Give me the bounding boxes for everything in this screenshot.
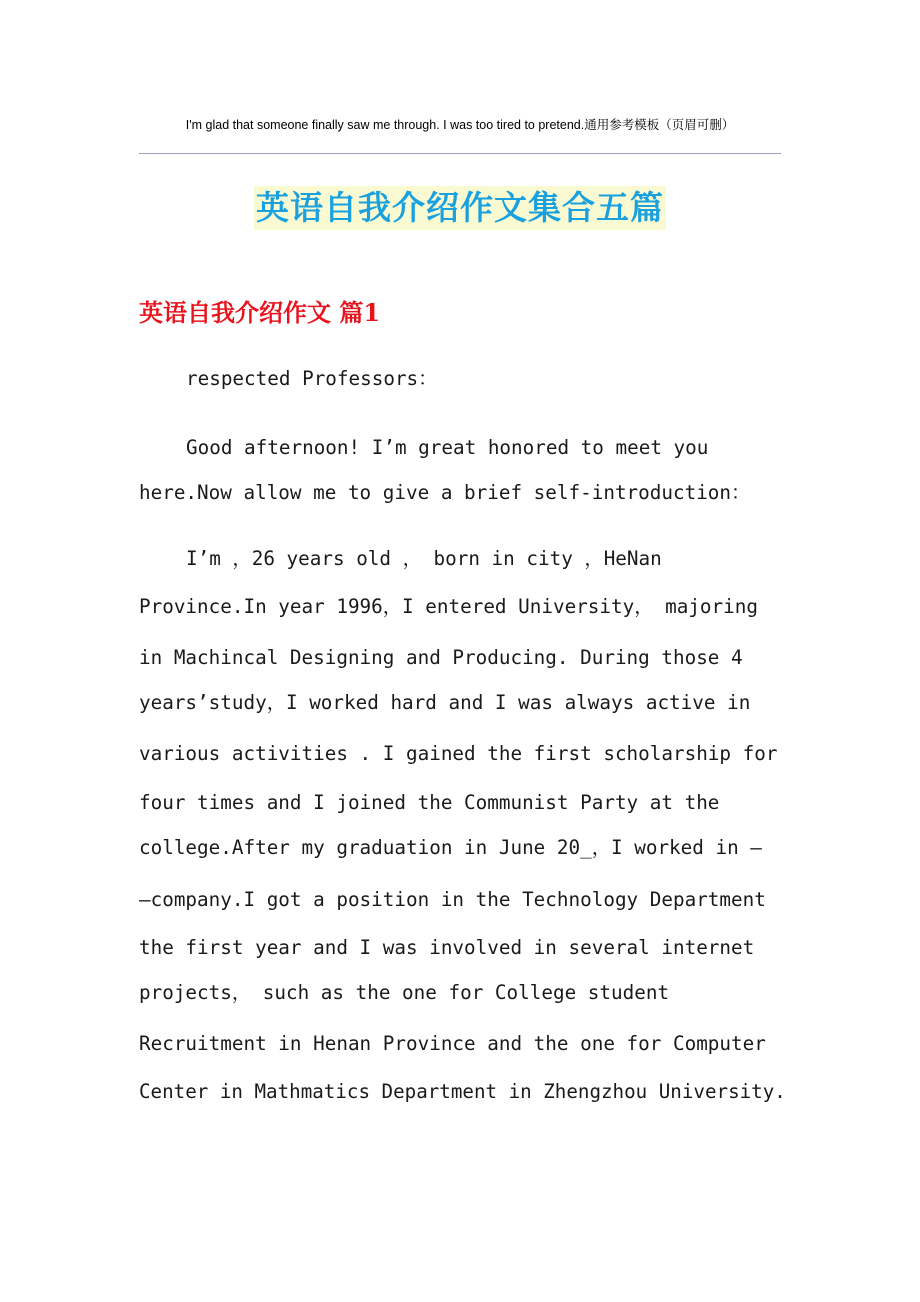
body-line: Province.In year 1996，I entered University， majoring: [139, 595, 758, 618]
salutation-line: respected Professors：: [186, 367, 438, 390]
page-header-text: I'm glad that someone finally saw me through. I was too tired to pretend.通用参考模板（页眉可删）: [185, 118, 735, 132]
body-line: various activities . I gained the first scholarship for: [139, 742, 778, 765]
body-line: four times and I joined the Communist Party at the: [139, 791, 720, 814]
body-line: the first year and I was involved in several internet: [139, 936, 755, 959]
body-line: Good afternoon! I’m great honored to meet you: [186, 436, 709, 459]
body-line: here.Now allow me to give a brief self-introduction：: [139, 481, 751, 504]
body-line: Recruitment in Henan Province and the one for Computer: [139, 1032, 766, 1055]
title-container: [0, 186, 920, 230]
body-line: —company.I got a position in the Technology Department: [139, 888, 766, 911]
body-line: I’m ，26 years old ， born in city ，HeNan: [186, 547, 662, 570]
section-heading: 英语自我介绍作文 篇1: [139, 298, 381, 327]
body-line: in Machincal Designing and Producing. During those 4: [139, 646, 743, 669]
body-line: Center in Mathmatics Department in Zhengzhou University.: [139, 1080, 786, 1103]
body-line: college.After my graduation in June 20_，I worked in —: [139, 836, 762, 859]
body-line: projects， such as the one for College student: [139, 981, 670, 1004]
body-line: years’study，I worked hard and I was always active in: [139, 691, 751, 714]
document-title: 英语自我介绍作文集合五篇: [254, 186, 666, 230]
header-divider: [139, 153, 781, 154]
